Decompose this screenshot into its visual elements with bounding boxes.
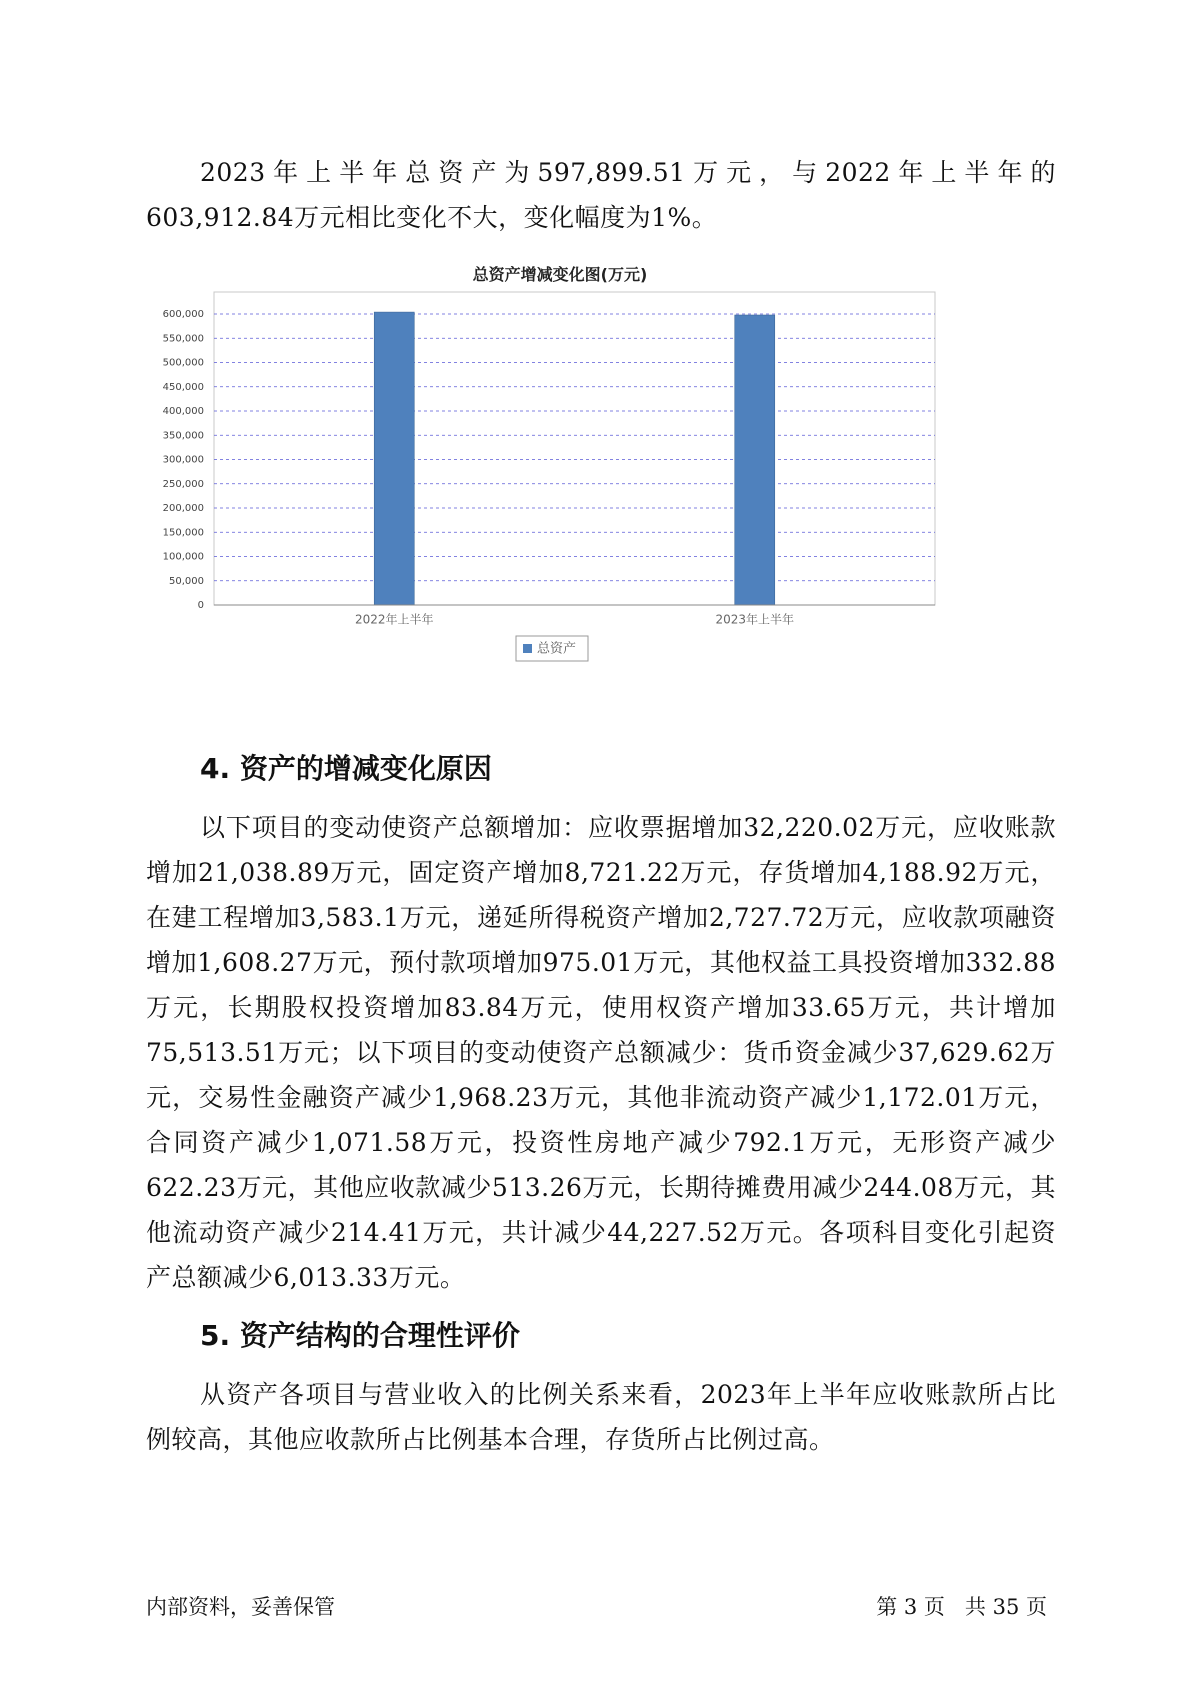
y-tick-label: 400,000: [162, 406, 204, 417]
bar: [374, 312, 414, 605]
legend-label: 总资产: [537, 641, 577, 657]
chart-y-axis: [163, 309, 204, 611]
y-tick-label: 450,000: [162, 381, 204, 393]
section-4-paragraph: 以下项目的变动使资产总额增加：应收票据增加32,220.02万元，应收账款增加21,038.89万元，固定资产增加8,721.22万元，存货增加4,188.92万元，在建工程增加3,583.1万元，递延所得税资产增加2,727.72万元，应收款项融资增加1,608.27万元，预付款项增加975.01万元，其他权益工具投资增加332.88万元，长期股权投资增加83.84万元，使用权资产增加33.65万元，共计增加75,513.51万元；以下项目的变动使资产总额减少：货币资金减少37,629.62万元，交易性金融资产减少1,968.23万元，其他非流动资产减少1,172.01万元，合同资产减少1,071.58万元，投资性房地产减少792.1万元，无形资产减少622.23万元，其他应收款减少513.26万元，长期待摊费用减少244.08万元，其他流动资产减少214.41万元，共计减少44,227.52万元。各项科目变化引起资产总额减少6,013.33万元。: [146, 813, 1056, 1292]
section-5-paragraph: 从资产各项目与营业收入的比例关系来看，2023年上半年应收账款所占比例较高，其他应收款所占比例基本合理，存货所占比例过高。: [146, 1380, 1056, 1454]
footer-confidential-note: 内部资料，妥善保管: [146, 1595, 335, 1619]
chart-x-axis: [355, 612, 794, 627]
total-assets-chart: [160, 266, 1020, 712]
y-tick-label: 300,000: [162, 454, 204, 466]
y-tick-label: 350,000: [162, 430, 204, 442]
x-tick-label: 2023年上半年: [715, 612, 795, 627]
footer-page-number: 第 3 页 共 35 页: [876, 1595, 1047, 1619]
y-tick-label: 0: [197, 600, 204, 611]
bar: [735, 315, 775, 605]
y-tick-label: 600,000: [162, 309, 204, 320]
y-tick-label: 250,000: [162, 478, 204, 490]
y-tick-label: 200,000: [162, 503, 204, 514]
x-tick-label: 2022年上半年: [354, 612, 434, 627]
chart-title: 总资产增减变化图(万元): [472, 266, 648, 284]
section-5-heading: 5. 资产结构的合理性评价: [200, 1319, 520, 1352]
y-tick-label: 150,000: [162, 527, 204, 539]
section-4-heading: 4. 资产的增减变化原因: [200, 752, 492, 785]
chart-legend: [516, 636, 588, 661]
chart-plot-area: [214, 292, 935, 605]
y-tick-label: 550,000: [162, 333, 204, 345]
y-tick-label: 50,000: [169, 575, 204, 587]
y-tick-label: 100,000: [162, 551, 204, 563]
y-tick-label: 500,000: [162, 357, 204, 369]
intro-paragraph: 2023年上半年总资产为597,899.51万元，与2022年上半年的603,912.84万元相比变化不大，变化幅度为1%。: [146, 158, 1056, 232]
legend-swatch: [523, 644, 532, 653]
